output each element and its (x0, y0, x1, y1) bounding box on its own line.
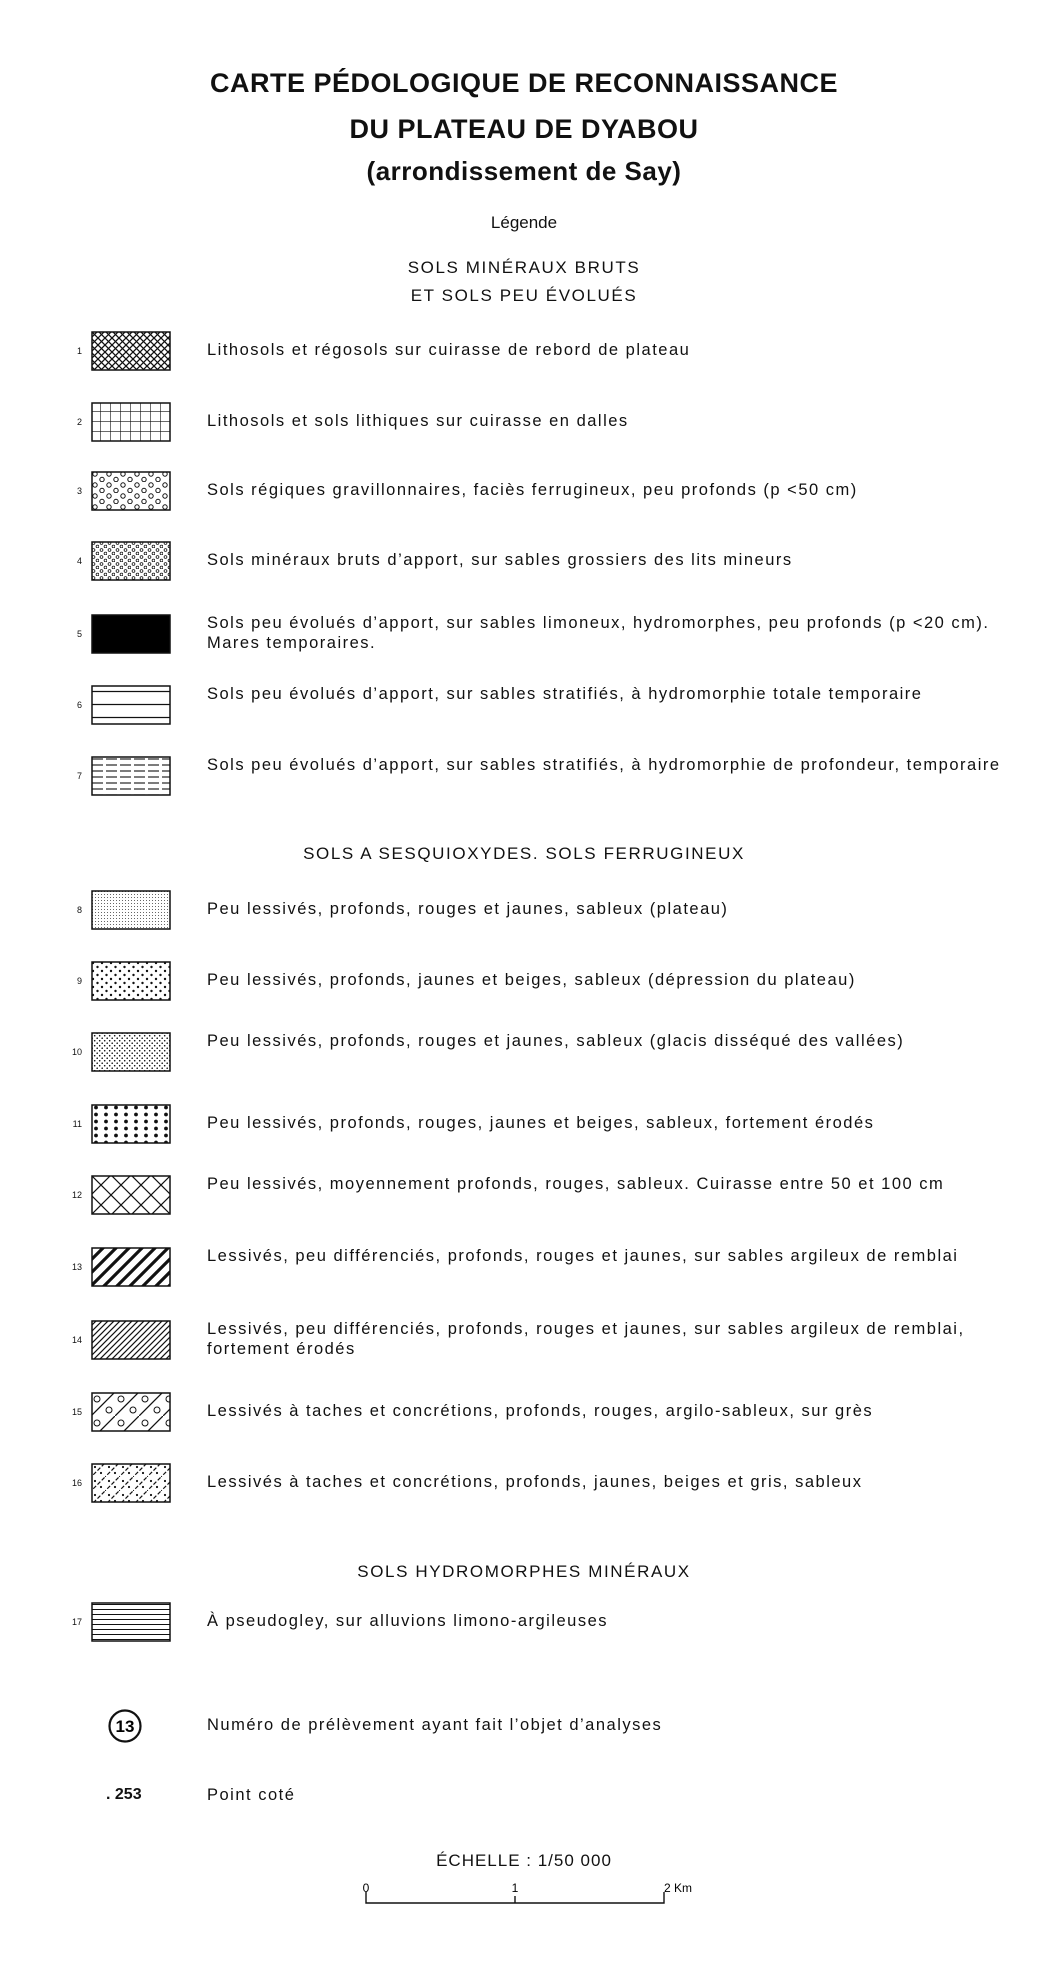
scale-tick-0: 0 (362, 1881, 370, 1895)
legend-item-number: 6 (76, 700, 82, 710)
legend-item-description: Lessivés, peu différenciés, profonds, rouges et jaunes, sur sables argileux de remblai, fortement érodés (207, 1320, 965, 1358)
legend-item-number: 12 (71, 1190, 82, 1200)
legend-item-description: Lessivés à taches et concrétions, profonds, jaunes, beiges et gris, sableux (207, 1473, 863, 1491)
legend-item-description: Peu lessivés, moyennement profonds, rouges, sableux. Cuirasse entre 50 et 100 cm (207, 1175, 945, 1193)
legend-item-description: Lessivés, peu différenciés, profonds, rouges et jaunes, sur sables argileux de remblai (207, 1247, 959, 1265)
legend-swatch-circles (91, 471, 171, 511)
legend-item-description: Peu lessivés, profonds, rouges et jaunes, sableux (plateau) (207, 900, 729, 918)
legend-swatch-diagonal-circles (91, 1392, 171, 1432)
legend-swatch-thick-diagonal (91, 1247, 171, 1287)
legend-item-number: 9 (76, 976, 82, 986)
scale-title: ÉCHELLE : 1/50 000 (436, 1851, 612, 1870)
legend-item-description: Sols peu évolués d’apport, sur sables stratifiés, à hydromorphie de profondeur, temporaire (207, 756, 1001, 774)
legend-swatch-diagonal-dots (91, 1463, 171, 1503)
legend-item-description: Peu lessivés, profonds, jaunes et beiges, sableux (dépression du plateau) (207, 971, 856, 989)
legend-item-number: 4 (76, 556, 82, 566)
sample-number-description: Numéro de prélèvement ayant fait l’objet d’analyses (207, 1716, 663, 1734)
scale-bar (350, 1878, 710, 1918)
legend-swatch-dense-diagonal (91, 1320, 171, 1360)
legend-item-description: Peu lessivés, profonds, rouges et jaunes, sableux (glacis disséqué des vallées) (207, 1032, 905, 1050)
legend-item-description: Lithosols et sols lithiques sur cuirasse en dalles (207, 412, 629, 430)
legend-item-number: 1 (76, 346, 82, 356)
legend-item-number: 14 (71, 1335, 82, 1345)
legend-swatch-diamond-net (91, 1175, 171, 1215)
map-title-line3: (arrondissement de Say) (366, 156, 682, 186)
sample-number-value: 13 (115, 1717, 135, 1736)
legend-swatch-big-dots (91, 1104, 171, 1144)
scale-tick-1: 1 (511, 1881, 519, 1895)
legend-item-number: 13 (71, 1262, 82, 1272)
legend-item-number: 15 (71, 1407, 82, 1417)
point-cote-description: Point coté (207, 1786, 296, 1804)
legend-heading: Légende (490, 213, 558, 232)
legend-swatch-crosshatch (91, 331, 171, 371)
legend-item-number: 3 (76, 486, 82, 496)
section-heading-hydromorphes: SOLS HYDROMORPHES MINÉRAUX (357, 1562, 691, 1581)
legend-item-number: 10 (71, 1047, 82, 1057)
legend-item-description: À pseudogley, sur alluvions limono-argileuses (207, 1612, 609, 1630)
legend-swatch-solid-black (91, 614, 171, 654)
section-heading-sesquioxydes: SOLS A SESQUIOXYDES. SOLS FERRUGINEUX (303, 844, 745, 863)
legend-swatch-fine-stipple (91, 890, 171, 930)
legend-item-number: 5 (76, 629, 82, 639)
legend-item-number: 7 (76, 771, 82, 781)
legend-item-number: 11 (72, 1119, 82, 1129)
legend-item-description: Sols peu évolués d’apport, sur sables limoneux, hydromorphes, peu profonds (p <20 cm). Mares temporaires. (207, 614, 990, 652)
point-cote-value: . 253 (106, 1786, 142, 1803)
section-heading-mineral-1: SOLS MINÉRAUX BRUTS (407, 258, 641, 277)
scale-tick-2: 2 Km (663, 1881, 693, 1895)
legend-swatch-dashed-lines-wide (91, 685, 171, 725)
legend-item-description: Sols régiques gravillonnaires, faciès ferrugineux, peu profonds (p <50 cm) (207, 481, 858, 499)
legend-swatch-dots (91, 961, 171, 1001)
legend-item-number: 16 (71, 1478, 82, 1488)
sample-number-symbol (105, 1706, 145, 1746)
legend-swatch-horizontal-lines (91, 1602, 171, 1642)
legend-item-number: 8 (76, 905, 82, 915)
legend-item-description: Sols minéraux bruts d’apport, sur sables grossiers des lits mineurs (207, 551, 793, 569)
legend-swatch-dashed-lines-dense (91, 756, 171, 796)
legend-swatch-dense-dots (91, 1032, 171, 1072)
legend-item-description: Lithosols et régosols sur cuirasse de rebord de plateau (207, 341, 691, 359)
legend-item-number: 2 (76, 417, 82, 427)
legend-swatch-small-circles (91, 541, 171, 581)
map-title-line2: DU PLATEAU DE DYABOU (349, 114, 699, 144)
legend-item-description: Lessivés à taches et concrétions, profonds, rouges, argilo-sableux, sur grès (207, 1402, 874, 1420)
legend-swatch-grid (91, 402, 171, 442)
map-title-line1: CARTE PÉDOLOGIQUE DE RECONNAISSANCE (209, 68, 839, 98)
legend-item-number: 17 (71, 1617, 82, 1627)
section-heading-mineral-2: ET SOLS PEU ÉVOLUÉS (410, 286, 638, 305)
legend-item-description: Sols peu évolués d’apport, sur sables stratifiés, à hydromorphie totale temporaire (207, 685, 923, 703)
legend-item-description: Peu lessivés, profonds, rouges, jaunes et beiges, sableux, fortement érodés (207, 1114, 875, 1132)
